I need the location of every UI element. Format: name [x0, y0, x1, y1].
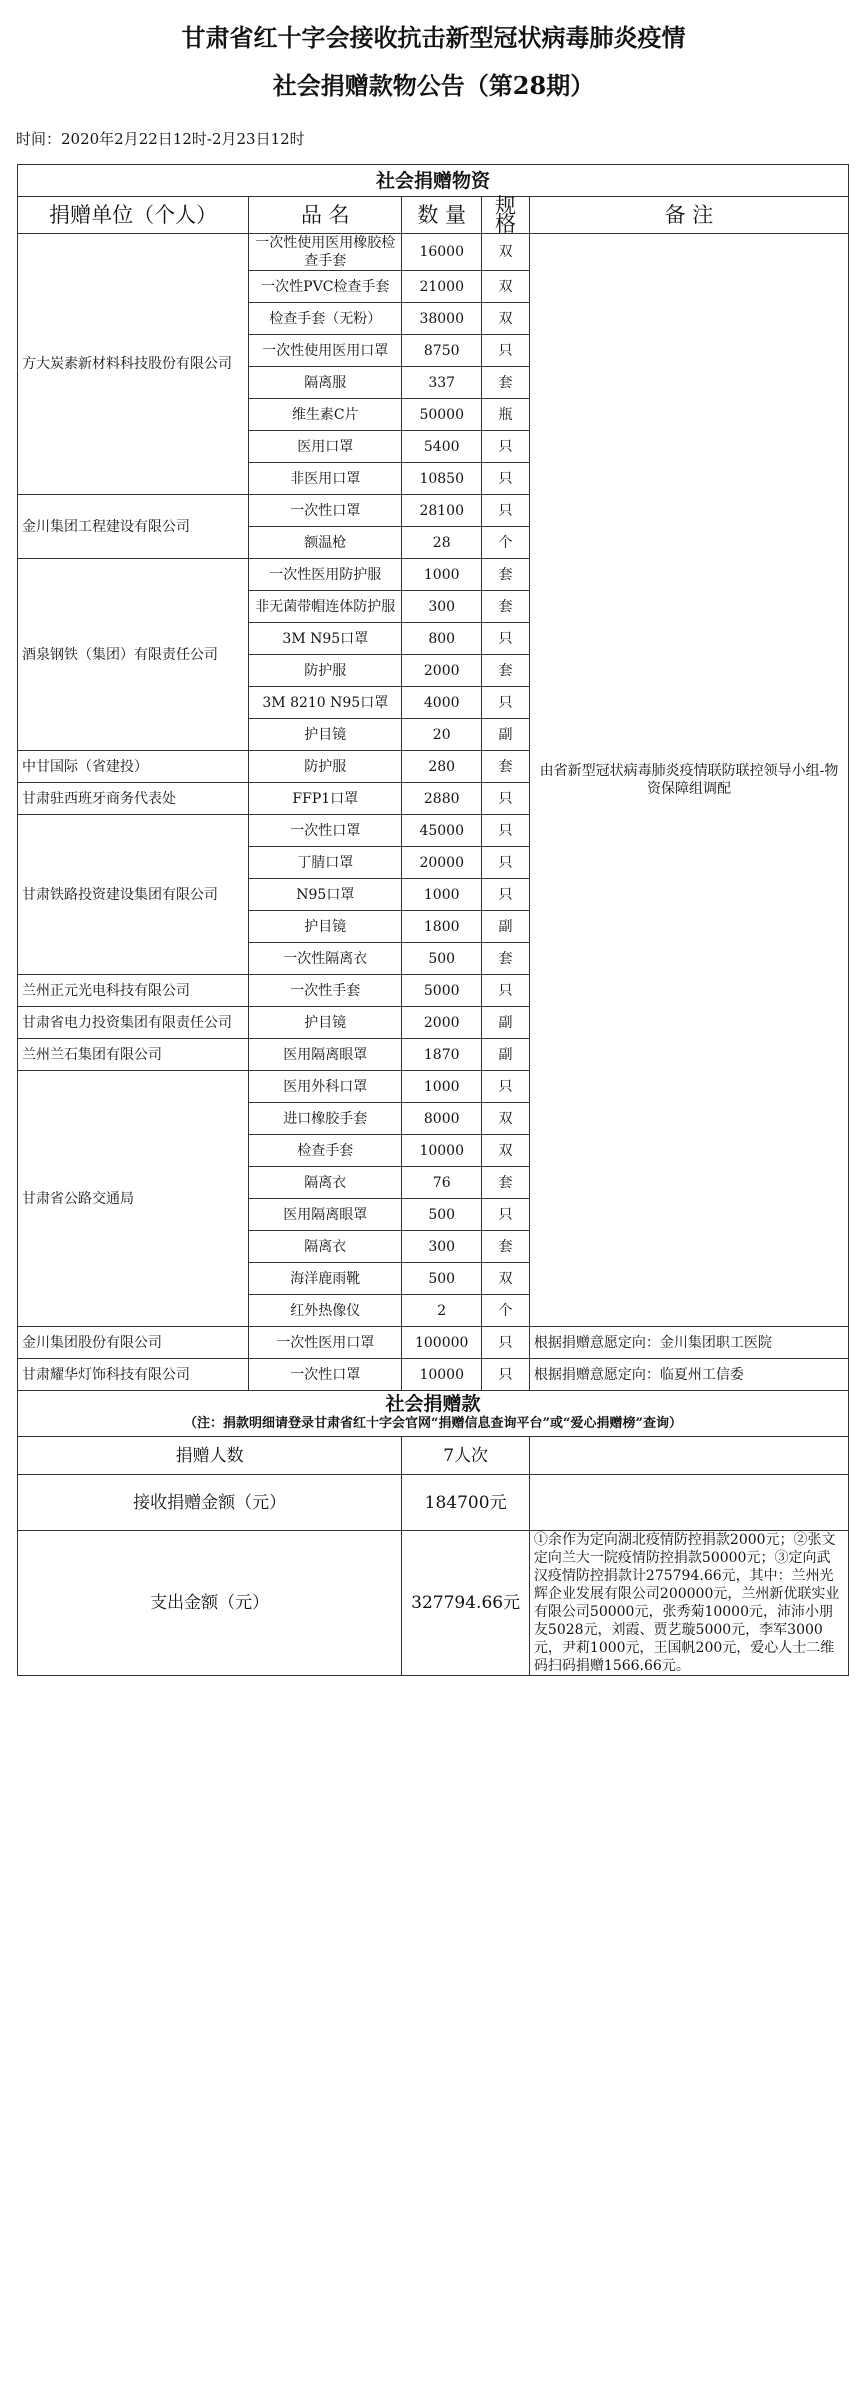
funds-empty-cell — [529, 1475, 848, 1531]
item-name-cell: 一次性使用医用口罩 — [249, 335, 402, 367]
funds-received-row — [18, 1475, 849, 1531]
item-name-cell: 一次性隔离衣 — [249, 943, 402, 975]
item-name-cell: 一次性医用防护服 — [249, 559, 402, 591]
item-name-cell: 防护服 — [249, 751, 402, 783]
item-name-cell: 维生素C片 — [249, 399, 402, 431]
funds-expense-row — [18, 1531, 849, 1676]
donor-cell: 甘肃省公路交通局 — [18, 1071, 249, 1327]
item-name-cell: 一次性PVC检查手套 — [249, 271, 402, 303]
item-qty-cell: 500 — [402, 1263, 482, 1295]
item-name-cell: 检查手套 — [249, 1135, 402, 1167]
item-unit-cell: 只 — [482, 463, 530, 495]
funds-note: （注：捐款明细请登录甘肃省红十字会官网“捐赠信息查询平台”或“爱心捐赠榜”查询） — [184, 1415, 682, 1431]
funds-value: 327794.66元 — [402, 1531, 530, 1676]
item-name-cell: 医用隔离眼罩 — [249, 1199, 402, 1231]
funds-label: 接收捐赠金额（元） — [18, 1475, 402, 1531]
item-qty-cell: 38000 — [402, 303, 482, 335]
item-unit-cell: 双 — [482, 271, 530, 303]
item-unit-cell: 只 — [482, 847, 530, 879]
funds-value: 7人次 — [402, 1437, 530, 1475]
item-unit-cell: 双 — [482, 1135, 530, 1167]
item-name-cell: 隔离服 — [249, 367, 402, 399]
item-name-cell: 隔离衣 — [249, 1167, 402, 1199]
item-qty-cell: 1870 — [402, 1039, 482, 1071]
item-qty-cell: 1800 — [402, 911, 482, 943]
item-unit-cell: 双 — [482, 234, 530, 271]
item-unit-cell: 套 — [482, 943, 530, 975]
item-unit-cell: 只 — [482, 815, 530, 847]
donor-cell: 甘肃铁路投资建设集团有限公司 — [18, 815, 249, 975]
item-name-cell: FFP1口罩 — [249, 783, 402, 815]
title-line-1: 甘肃省红十字会接收抗击新型冠状病毒肺炎疫情 — [181, 23, 686, 52]
materials-section-title: 社会捐赠物资 — [18, 165, 849, 197]
item-qty-cell: 8000 — [402, 1103, 482, 1135]
item-name-cell: 非医用口罩 — [249, 463, 402, 495]
item-unit-cell: 套 — [482, 1231, 530, 1263]
item-unit-cell: 双 — [482, 303, 530, 335]
item-name-cell: 海洋鹿雨靴 — [249, 1263, 402, 1295]
item-unit-cell: 只 — [482, 495, 530, 527]
item-qty-cell: 800 — [402, 623, 482, 655]
item-qty-cell: 500 — [402, 943, 482, 975]
header-remark: 备 注 — [529, 197, 848, 234]
donation-table — [17, 164, 849, 1676]
item-qty-cell: 28100 — [402, 495, 482, 527]
item-unit-cell: 只 — [482, 1071, 530, 1103]
item-unit-cell: 只 — [482, 975, 530, 1007]
item-unit-cell: 双 — [482, 1263, 530, 1295]
item-name-cell: 非无菌带帽连体防护服 — [249, 591, 402, 623]
header-row — [18, 197, 849, 234]
item-unit-cell: 只 — [482, 335, 530, 367]
funds-empty-cell — [529, 1437, 848, 1475]
item-name-cell: 医用外科口罩 — [249, 1071, 402, 1103]
item-qty-cell: 280 — [402, 751, 482, 783]
item-name-cell: 一次性口罩 — [249, 1359, 402, 1391]
expense-note: ①余作为定向湖北疫情防控捐款2000元；②张文定向兰大一院疫情防控捐款50000元；③定向武汉疫情防控捐款计275794.66元，其中：兰州光辉企业发展有限公司200000元，兰州新优联实业有限公司50000元，张秀菊10000元，沛沛小朋友5028元，刘霞、贾艺璇5000元，李军3000元，尹莉1000元，王国帆200元，爱心人士二维码扫码捐赠1566.66元。 — [529, 1531, 848, 1676]
item-name-cell: 红外热像仪 — [249, 1295, 402, 1327]
donor-cell: 金川集团股份有限公司 — [18, 1327, 249, 1359]
item-qty-cell: 8750 — [402, 335, 482, 367]
item-name-cell: 检查手套（无粉） — [249, 303, 402, 335]
funds-label: 支出金额（元） — [18, 1531, 402, 1676]
item-unit-cell: 双 — [482, 1103, 530, 1135]
item-name-cell: 丁腈口罩 — [249, 847, 402, 879]
funds-section-cell — [18, 1391, 849, 1437]
donor-cell: 金川集团工程建设有限公司 — [18, 495, 249, 559]
item-name-cell: N95口罩 — [249, 879, 402, 911]
item-qty-cell: 500 — [402, 1199, 482, 1231]
item-unit-cell: 只 — [482, 687, 530, 719]
item-name-cell: 一次性口罩 — [249, 815, 402, 847]
title-line-2: 社会捐赠款物公告（第28期） — [272, 71, 595, 100]
item-name-cell: 防护服 — [249, 655, 402, 687]
donor-cell: 方大炭素新材料科技股份有限公司 — [18, 234, 249, 495]
item-name-cell: 一次性口罩 — [249, 495, 402, 527]
item-unit-cell: 套 — [482, 559, 530, 591]
item-qty-cell: 100000 — [402, 1327, 482, 1359]
item-qty-cell: 20 — [402, 719, 482, 751]
item-qty-cell: 337 — [402, 367, 482, 399]
item-qty-cell: 20000 — [402, 847, 482, 879]
item-qty-cell: 76 — [402, 1167, 482, 1199]
item-qty-cell: 45000 — [402, 815, 482, 847]
item-unit-cell: 只 — [482, 783, 530, 815]
donor-cell: 甘肃驻西班牙商务代表处 — [18, 783, 249, 815]
shared-remark-cell: 由省新型冠状病毒肺炎疫情联防联控领导小组-物资保障组调配 — [529, 234, 848, 1327]
item-unit-cell: 只 — [482, 1359, 530, 1391]
item-name-cell: 进口橡胶手套 — [249, 1103, 402, 1135]
item-name-cell: 护目镜 — [249, 719, 402, 751]
donor-cell: 兰州兰石集团有限公司 — [18, 1039, 249, 1071]
item-qty-cell: 2880 — [402, 783, 482, 815]
item-name-cell: 一次性使用医用橡胶检查手套 — [249, 234, 402, 271]
item-name-cell: 一次性手套 — [249, 975, 402, 1007]
header-qty: 数 量 — [402, 197, 482, 234]
item-unit-cell: 套 — [482, 591, 530, 623]
donor-cell: 中甘国际（省建投） — [18, 751, 249, 783]
item-name-cell: 护目镜 — [249, 911, 402, 943]
item-qty-cell: 10000 — [402, 1135, 482, 1167]
item-name-cell: 隔离衣 — [249, 1231, 402, 1263]
item-unit-cell: 个 — [482, 1295, 530, 1327]
item-qty-cell: 1000 — [402, 559, 482, 591]
item-unit-cell: 只 — [482, 879, 530, 911]
item-qty-cell: 28 — [402, 527, 482, 559]
directed-remark-cell: 根据捐赠意愿定向：临夏州工信委 — [529, 1359, 848, 1391]
item-qty-cell: 1000 — [402, 1071, 482, 1103]
item-name-cell: 3M 8210 N95口罩 — [249, 687, 402, 719]
item-unit-cell: 套 — [482, 367, 530, 399]
header-item: 品 名 — [249, 197, 402, 234]
item-unit-cell: 只 — [482, 623, 530, 655]
item-row — [18, 234, 849, 271]
header-donor: 捐赠单位（个人） — [18, 197, 249, 234]
item-unit-cell: 个 — [482, 527, 530, 559]
item-unit-cell: 副 — [482, 719, 530, 751]
item-name-cell: 一次性医用口罩 — [249, 1327, 402, 1359]
item-name-cell: 医用隔离眼罩 — [249, 1039, 402, 1071]
item-unit-cell: 套 — [482, 655, 530, 687]
item-unit-cell: 副 — [482, 1039, 530, 1071]
donor-cell: 酒泉钢铁（集团）有限责任公司 — [18, 559, 249, 751]
directed-row — [18, 1359, 849, 1391]
item-qty-cell: 4000 — [402, 687, 482, 719]
donor-cell: 兰州正元光电科技有限公司 — [18, 975, 249, 1007]
funds-section-row — [18, 1391, 849, 1437]
item-unit-cell: 副 — [482, 911, 530, 943]
item-qty-cell: 5400 — [402, 431, 482, 463]
funds-value: 184700元 — [402, 1475, 530, 1531]
item-qty-cell: 2000 — [402, 1007, 482, 1039]
item-qty-cell: 10850 — [402, 463, 482, 495]
materials-section-row — [18, 165, 849, 197]
header-unit: 规 格 — [482, 197, 530, 234]
time-range: 时间：2020年2月22日12时-2月23日12时 — [16, 130, 305, 148]
funds-section-title: 社会捐赠款 — [385, 1392, 481, 1415]
donation-table-body — [18, 165, 849, 1676]
item-qty-cell: 2 — [402, 1295, 482, 1327]
funds-donors-row — [18, 1437, 849, 1475]
item-unit-cell: 只 — [482, 1327, 530, 1359]
item-qty-cell: 5000 — [402, 975, 482, 1007]
item-qty-cell: 21000 — [402, 271, 482, 303]
item-name-cell: 3M N95口罩 — [249, 623, 402, 655]
item-name-cell: 额温枪 — [249, 527, 402, 559]
item-name-cell: 护目镜 — [249, 1007, 402, 1039]
item-unit-cell: 瓶 — [482, 399, 530, 431]
item-unit-cell: 只 — [482, 431, 530, 463]
directed-row — [18, 1327, 849, 1359]
donor-cell: 甘肃省电力投资集团有限责任公司 — [18, 1007, 249, 1039]
item-unit-cell: 只 — [482, 1199, 530, 1231]
item-qty-cell: 16000 — [402, 234, 482, 271]
funds-label: 捐赠人数 — [18, 1437, 402, 1475]
item-qty-cell: 10000 — [402, 1359, 482, 1391]
directed-remark-cell: 根据捐赠意愿定向：金川集团职工医院 — [529, 1327, 848, 1359]
item-unit-cell: 副 — [482, 1007, 530, 1039]
donor-cell: 甘肃耀华灯饰科技有限公司 — [18, 1359, 249, 1391]
item-name-cell: 医用口罩 — [249, 431, 402, 463]
item-qty-cell: 300 — [402, 1231, 482, 1263]
item-qty-cell: 1000 — [402, 879, 482, 911]
item-qty-cell: 50000 — [402, 399, 482, 431]
item-unit-cell: 套 — [482, 751, 530, 783]
item-unit-cell: 套 — [482, 1167, 530, 1199]
item-qty-cell: 2000 — [402, 655, 482, 687]
item-qty-cell: 300 — [402, 591, 482, 623]
